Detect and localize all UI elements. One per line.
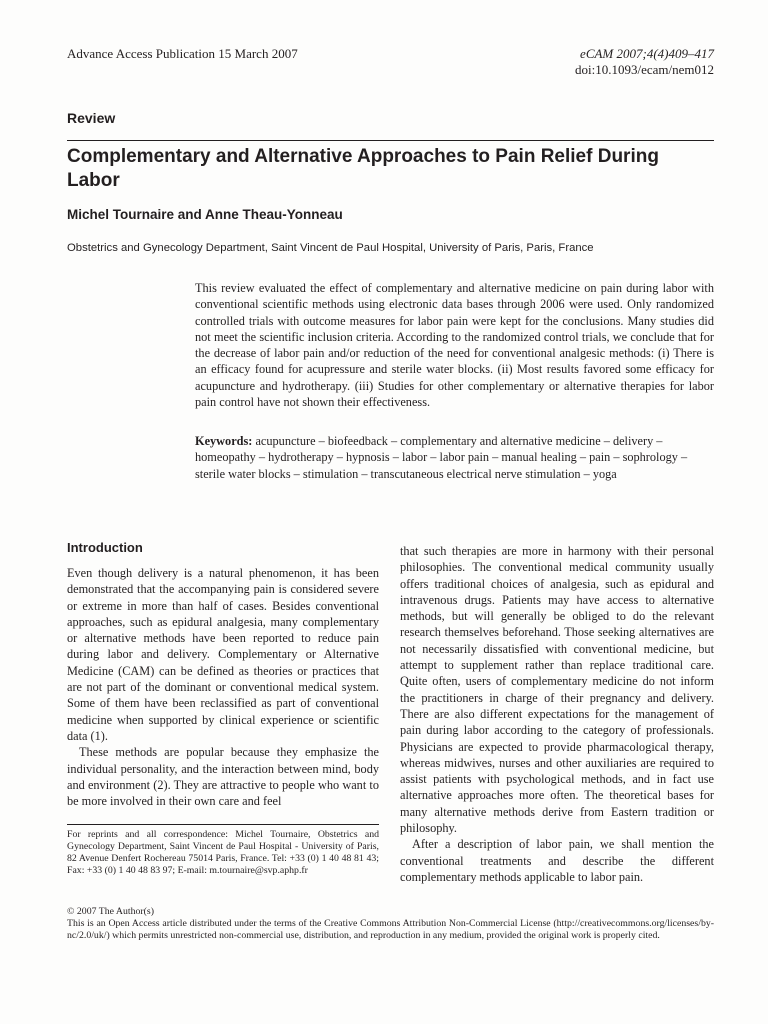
keywords <box>195 433 714 482</box>
citation-block <box>575 46 714 78</box>
journal-citation: eCAM 2007;4(4)409–417 <box>580 46 714 61</box>
intro-paragraph-2: These methods are popular because they emphasize the individual personality, and the interaction between mind, body and environment (2). They are attractive to people who want to be more involved in their own care and feel <box>67 745 379 809</box>
title-divider <box>67 140 714 141</box>
copyright: © 2007 The Author(s) <box>67 906 154 917</box>
affiliation: Obstetrics and Gynecology Department, Saint Vincent de Paul Hospital, University of Paris, Paris, France <box>67 242 594 254</box>
publication-line: Advance Access Publication 15 March 2007 <box>67 46 298 61</box>
right-column <box>400 543 714 885</box>
license-text: This is an Open Access article distributed under the terms of the Creative Commons Attribution Non-Commercial License (http://creativecommons.org/licenses/by-nc/2.0/uk/) which permits unrestricted non-commercial use, distribution, and reproduction in any medium, provided the original work is properly cited. <box>67 918 714 941</box>
authors: Michel Tournaire and Anne Theau-Yonneau <box>67 207 343 222</box>
footnote-divider <box>67 824 379 825</box>
body-paragraph-2: After a description of labor pain, we shall mention the conventional treatments and describe the different complementary methods applicable to labor pain. <box>400 837 714 884</box>
keywords-label: Keywords: <box>195 434 253 448</box>
abstract: This review evaluated the effect of complementary and alternative medicine on pain during labor with conventional scientific methods using electronic data bases through 2006 were used. Only randomized controlled trials with outcome measures for labor pain were kept for the conclusions. Many studies did not meet the scientific inclusion criteria. According to the randomized control trials, we conclude that for the decrease of labor pain and/or reduction of the need for conventional analgesic methods: (i) There is an efficacy found for acupressure and sterile water blocks. (ii) Most results favored some efficacy for acupuncture and hydrotherapy. (iii) Studies for other complementary or alternative therapies for labor pain control have not shown their effectiveness. <box>195 281 714 410</box>
introduction-heading: Introduction <box>67 540 143 555</box>
license-block <box>67 906 714 942</box>
body-paragraph-1: that such therapies are more in harmony with their personal philosophies. The conventional medical community usually offers traditional choices of analgesia, such as epidural and intravenous drugs. Patients may have access to alternative methods, but will generally be obliged to do the relevant research themselves beforehand. Those seeking alternatives are not necessarily dissatisfied with conventional medicine, but attempt to supplement rather than replace traditional care. Quite often, users of complementary medicine do not inform the practitioners in charge of their pregnancy and delivery. There are also different expectations for the management of pain during labor according to the category of professionals. Physicians are expected to provide pharmacological therapy, whereas midwives, nurses and other auxiliaries are required to assist patients with psychological methods, and in fact use alternative approaches more often. The theoretical bases for many alternative methods derive from Eastern tradition or philosophy. <box>400 544 714 836</box>
correspondence-footnote: For reprints and all correspondence: Michel Tournaire, Obstetrics and Gynecology Department, Saint Vincent de Paul Hospital - University of Paris, 82 Avenue Denfert Rochereau 75014 Paris, France. Tel: +33 (0) 1 40 48 81 43; Fax: +33 (0) 1 40 48 83 97; E-mail: m.tournaire@svp.aphp.fr <box>67 829 379 876</box>
section-label: Review <box>67 110 116 126</box>
doi: doi:10.1093/ecam/nem012 <box>574 62 714 77</box>
article-title: Complementary and Alternative Approaches to Pain Relief During Labor <box>67 146 659 191</box>
keywords-list: acupuncture – biofeedback – complementary and alternative medicine – delivery – homeopathy – hydrotherapy – hypnosis – labor – labor pain – manual healing – pain – sophrology – sterile water blocks – stimulation – transcutaneous electrical nerve stimulation – yoga <box>195 434 688 481</box>
intro-paragraph-1: Even though delivery is a natural phenomenon, it has been demonstrated that the accompanying pain is considered severe or extreme in more than half of cases. Besides conventional approaches, such as epidural analgesia, many complementary or alternative methods have been reported to reduce pain during labor and delivery. Complementary or Alternative Medicine (CAM) can be defined as theories or practices that are not part of the dominant or conventional medical system. Some of them have been reclassified as part of conventional medicine when supported by clinical experience or scientific data (1). <box>67 566 379 743</box>
left-column <box>67 540 379 809</box>
